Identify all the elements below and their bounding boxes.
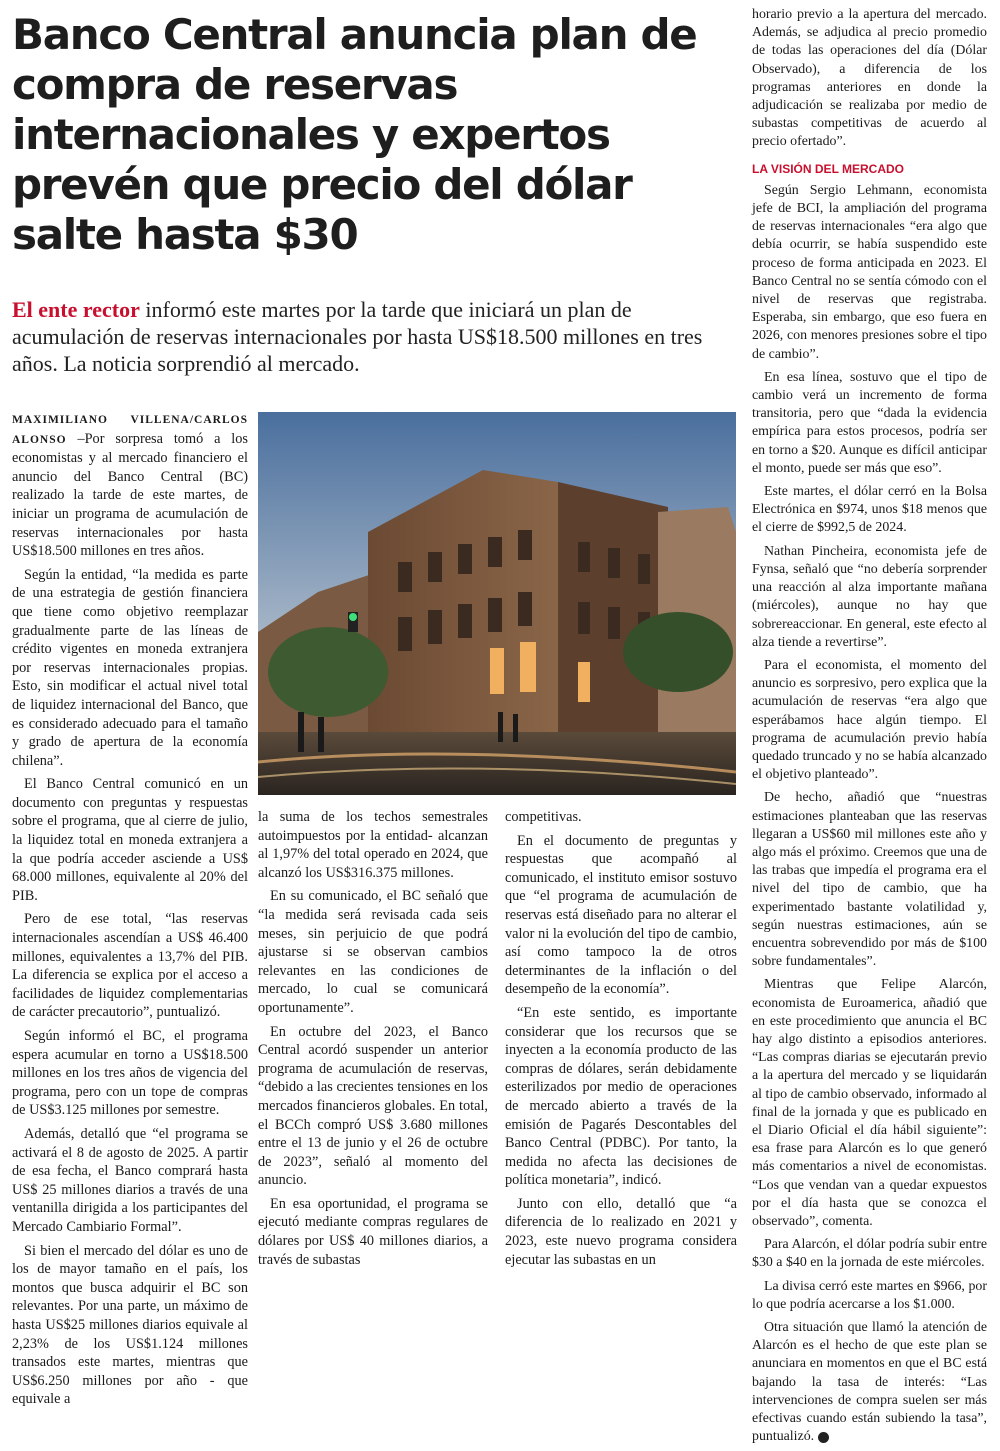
- byline-paragraph: [12, 410, 248, 561]
- bank-building-photo: [258, 412, 736, 795]
- body-paragraph: En esa oportunidad, el programa se ejecutó mediante compras regulares de dólares por US$ 40 millones diarios, a través de subastas: [258, 1195, 488, 1268]
- column-1: [12, 410, 248, 1414]
- body-paragraph: competitivas.: [505, 809, 582, 825]
- body-paragraph: En esa línea, sostuvo que el tipo de cambio verá un incremento de forma transitoria, pero que “dada la evidencia empírica para estos procesos, podría ser en torno a $20. Aunque es difícil anticipar el monto, puede ser más que eso”.: [752, 369, 987, 476]
- body-paragraph: Pero de ese total, “las reservas internacionales ascendían a US$ 46.400 millones, equivalentes a 13,7% del PIB. La diferencia se explica por el acceso a facilidades de liquidez complementarias de carácter precautorio”, puntualizó.: [12, 911, 248, 1021]
- column-2: [258, 808, 488, 1274]
- body-paragraph: Según la entidad, “la medida es parte de una estrategia de gestión financiera que tiene como objetivo reemplazar gradualmente parte de las líneas de crédito vigentes en moneda extranjera por reservas internacionales propias. Esto, sin modificar el actual nivel total de liquidez internacional del Banco, que es considerado adecuado para el tamaño y grado de apertura de la economía chilena”.: [12, 566, 248, 769]
- column-3: [505, 808, 737, 1274]
- body-paragraph: Según informó el BC, el programa espera acumular en torno a US$18.500 millones en los tres años de vigencia del programa, pero con un tope de compras de US$3.125 millones por semestre.: [12, 1028, 248, 1119]
- body-paragraph: La divisa cerró este martes en $966, por lo que podría acercarse a los $1.000.: [752, 1278, 987, 1312]
- body-paragraph: Si bien el mercado del dólar es uno de los de mayor tamaño en el país, los montos que busca adquirir el BC son relevantes. Por una parte, un máximo de hasta US$25 millones diarios equivale al 2,23% de los US$1.124 millones transados este martes, mientras que US$6.250 millones por año - que equivale a: [12, 1242, 248, 1408]
- body-paragraph: En su comunicado, el BC señaló que “la medida será revisada cada seis meses, sin perjuicio de que podrá ajustarse si se observan cambios relevantes en las condiciones de mercado, lo cual se comunicará oportunamente”.: [258, 888, 488, 1016]
- body-paragraph: Según Sergio Lehmann, economista jefe de BCI, la ampliación del programa de reservas internacionales “era algo que debía ocurrir, se había suspendido este proceso de forma anticipada en 2023. El Banco Central no se sentía cómodo con el nivel de reservas que registraba. Esperaba, sin embargo, que eso fuera en 2026, con menores presiones sobre el tipo de cambio”.: [752, 182, 987, 362]
- end-of-article-icon: P: [818, 1432, 829, 1443]
- body-paragraph: horario previo a la apertura del mercado. Además, se adjudica al precio promedio de todas las operaciones del día (Dólar Observado), a diferencia de los programas anteriores en donde la adjudicación se realizaba por medio de subastas competitivas de acuerdo al precio ofertado”.: [752, 7, 987, 150]
- body-paragraph: Junto con ello, detalló que “a diferencia de lo realizado en 2021 y 2023, este nuevo programa considera ejecutar las subastas en un: [505, 1195, 737, 1268]
- column-4: [752, 6, 987, 1451]
- closing-text: Otra situación que llamó la atención de Alarcón es el hecho de que este plan se anunciara en momentos en que el BC está bajando la tasa de interés: “Las intervenciones de compra suelen ser más efectivas cuando están subiendo la tasa”, puntualizó.: [752, 1320, 987, 1445]
- body-paragraph: –Por sorpresa tomó a los economistas y al mercado financiero el anuncio del Banco Central (BC) realizado la tarde de este martes, de iniciar un programa de acumulación de reservas internacionales por hasta US$18.500 millones en tres años.: [12, 430, 248, 560]
- body-paragraph: En el documento de preguntas y respuestas que acompañó al comunicado, el instituto emisor sostuvo que “el programa de acumulación de reservas está diseñado para no alterar el valor ni la evolución del tipo de cambio, así como tampoco la de otros determinantes de la inflación o del desempeño de la economía”.: [505, 832, 737, 998]
- body-paragraph: [752, 1319, 987, 1446]
- body-paragraph: Este martes, el dólar cerró en la Bolsa Electrónica en $974, unos $18 menos que el cierre de $992,5 de 2024.: [752, 484, 987, 536]
- byline: MAXIMILIANO VILLENA/CARLOS ALONSO: [12, 414, 248, 446]
- body-paragraph: Además, detalló que “el programa se activará el 8 de agosto de 2025. A partir de esa fecha, el Banco comprará hasta US$ 25 millones diarios a través de una ventanilla dirigida a los participantes del Mercado Cambiario Formal”.: [12, 1125, 248, 1235]
- body-paragraph: Para el economista, el momento del anuncio es sorpresivo, pero explica que la acumulación de reservas “era algo que esperábamos hace algún tiempo. El programa de acumulación previo había quedado truncado y no se había alcanzado el objetivo planteado”.: [752, 657, 987, 783]
- body-paragraph: El Banco Central comunicó en un documento con preguntas y respuestas sobre el programa, que al cierre de julio, la liquidez total en moneda extranjera a la que podría acceder asciende a US$ 68.000 millones, equivalente al 20% del PIB.: [12, 776, 248, 904]
- body-paragraph: En octubre del 2023, el Banco Central acordó suspender un anterior programa de acumulación de reservas, “debido a las crecientes tensiones en los mercados financieros globales. En total, el BCCh compró US$ 3.680 millones entre el 13 de junio y el 26 de octubre de 2023”, señaló al momento del anuncio.: [258, 1023, 488, 1189]
- section-subhead: LA VISIÓN DEL MERCADO: [752, 161, 905, 176]
- body-paragraph: Mientras que Felipe Alarcón, economista de Euroamerica, añadió que en este procedimiento que anuncia el BC hay algo distinto a episodios anteriores. “Las compras diarias se ejecutarán previo a la apertura del mercado y se liquidarán al tipo de cambio observado, informado al final de la jornada y que es publicado en el Diario Oficial el día hábil siguiente”: esa frase para Alarcón es lo que generó más comentarios a nivel de economistas. “Los que vendan van a quedar expuestos por el día hasta que se conozca el observado”, comenta.: [752, 977, 987, 1229]
- body-paragraph: De hecho, añadió que “nuestras estimaciones planteaban que las reservas llegaran a US$60 mil millones este año y algo más el próximo. Creemos que una de las trabas que impedía el programa era el nivel del tipo de cambio, que ha experimentado bastante volatilidad y, según nuestras estimaciones, aún se encuentra sobrevendido por más de $100 sobre fundamentales”.: [752, 790, 987, 970]
- body-paragraph: la suma de los techos semestrales autoimpuestos por la entidad- alcanzan al 1,97% del total operado en 2024, que alcanzó los US$316.375 millones.: [258, 809, 488, 881]
- body-paragraph: Para Alarcón, el dólar podría subir entre $30 a $40 en la jornada de este miércoles.: [752, 1237, 987, 1271]
- body-paragraph: Nathan Pincheira, economista jefe de Fynsa, señaló que “no debería sorprender una reacción al alza importante mañana (miércoles), aunque no hay que sobrereaccionar. En general, este efecto al alza tiende a revertirse”.: [752, 543, 987, 650]
- headline: Banco Central anuncia plan de compra de reservas internacionales y expertos prevén que precio del dólar salte hasta $30: [12, 10, 697, 259]
- bank-building-image: [258, 412, 736, 795]
- lead-paragraph: [12, 296, 737, 377]
- lead-text: informó este martes por la tarde que iniciará un plan de acumulación de reservas internacionales por hasta US$18.500 millones en tres años. La noticia sorprendió al mercado.: [12, 297, 703, 376]
- body-paragraph: “En este sentido, es importante considerar que los recursos que se inyecten a la economía producto de las compras de dólares, serán debidamente esterilizados por medio de operaciones de mercado abierto a través de la emisión de Pagarés Descontables del Banco Central (PDBC). Por tanto, la medida no afecta las decisiones de política monetaria”, indicó.: [505, 1004, 737, 1189]
- lead-kicker: El ente rector: [12, 297, 140, 322]
